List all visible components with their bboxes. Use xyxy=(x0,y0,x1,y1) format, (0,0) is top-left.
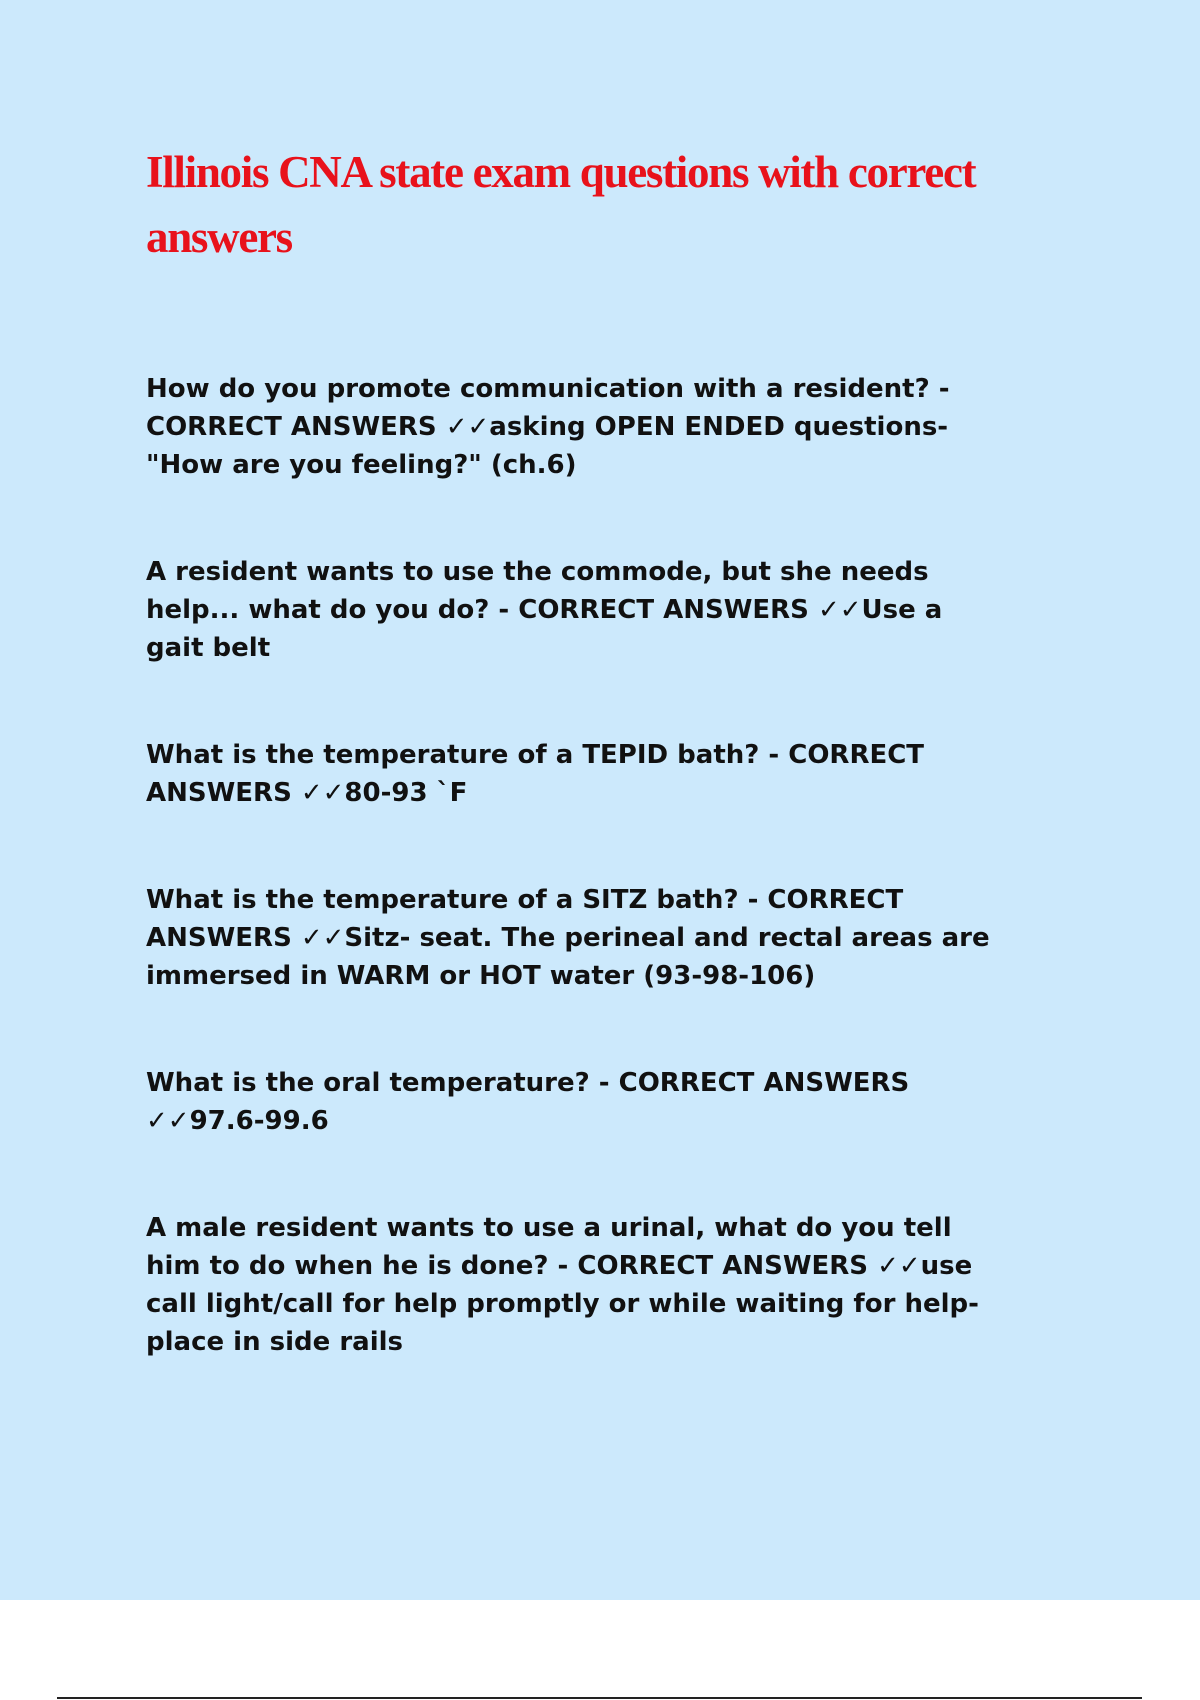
document-content xyxy=(146,140,1096,1430)
qa-item: A resident wants to use the commode, but she needs help... what do you do? - CORRECT ANSWERS ✓✓Use a gait belt xyxy=(146,557,943,663)
page-divider xyxy=(57,1697,1142,1699)
qa-list xyxy=(146,370,1096,1361)
document-title: Illinois CNA state exam questions with correct answers xyxy=(146,147,976,262)
qa-item: What is the oral temperature? - CORRECT ANSWERS ✓✓97.6-99.6 xyxy=(146,1068,910,1136)
qa-item: A male resident wants to use a urinal, what do you tell him to do when he is done? - CORRECT ANSWERS ✓✓use call light/call for help promptly or while waiting for help- place in side rails xyxy=(146,1213,979,1357)
qa-item: What is the temperature of a SITZ bath? - CORRECT ANSWERS ✓✓Sitz- seat. The perineal and rectal areas are immersed in WARM or HOT water (93-98-106) xyxy=(146,885,990,991)
qa-item: What is the temperature of a TEPID bath? - CORRECT ANSWERS ✓✓80-93 `F xyxy=(146,740,925,808)
qa-item: How do you promote communication with a resident? - CORRECT ANSWERS ✓✓asking OPEN ENDED questions- "How are you feeling?" (ch.6) xyxy=(146,374,950,480)
